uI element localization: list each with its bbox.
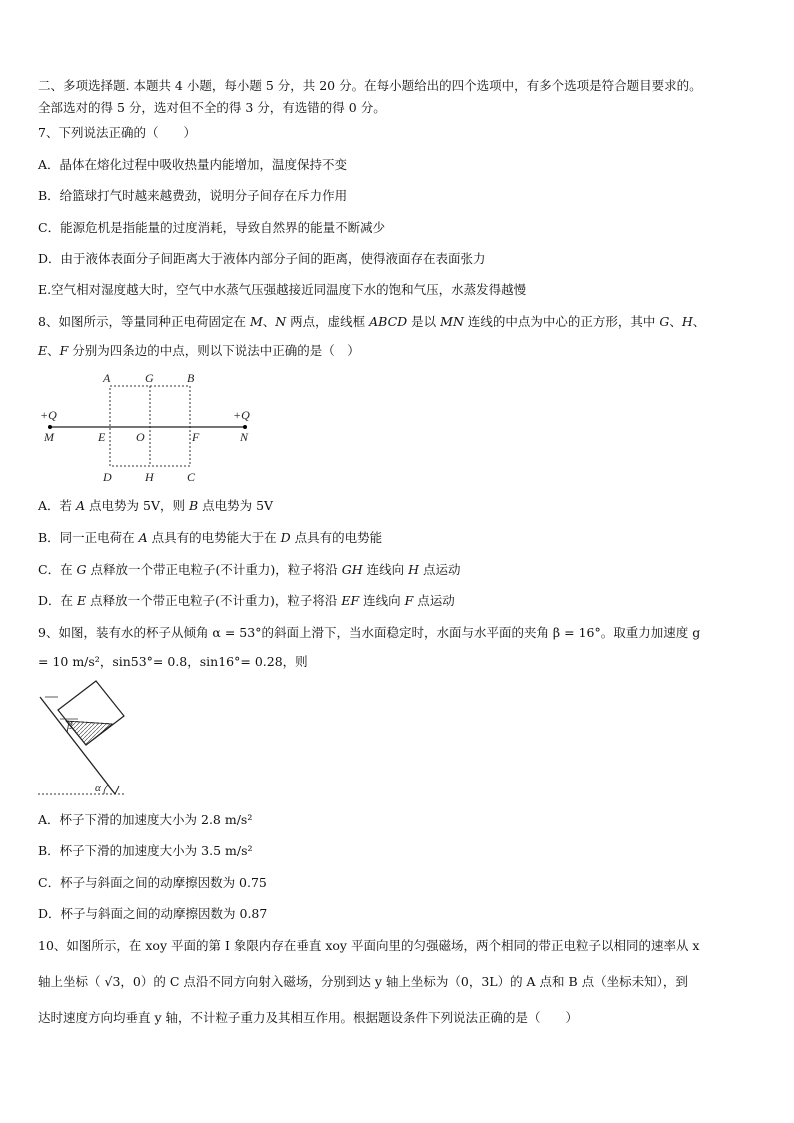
q8-option-a: A．若 A 点电势为 5V，则 B 点电势为 5V	[38, 498, 274, 513]
q10-line-3: 达时速度方向均垂直 y 轴，不计粒子重力及其相互作用。根据题设条件下列说法正确的是（ ）	[38, 1010, 579, 1025]
q8-option-c: C．在 G 点释放一个带正电粒子(不计重力)，粒子将沿 GH 连线向 H 点运动	[38, 562, 461, 577]
q10-line-1: 10、如图所示，在 xoy 平面的第 I 象限内存在垂直 xoy 平面向里的匀强磁场，两个相同的带正电粒子以相同的速率从 x	[38, 938, 700, 953]
q7-option-c: C．能源危机是指能量的过度消耗，导致自然界的能量不断减少	[38, 220, 386, 235]
section-header-line-1: 二、多项选择题. 本题共 4 小题，每小题 5 分，共 20 分。在每小题给出的四个选项中，有多个选项是符合题目要求的。	[38, 78, 702, 93]
label-a: A	[103, 371, 111, 385]
label-h: H	[145, 470, 154, 484]
q9-stem-line-1: 9、如图，装有水的杯子从倾角 α = 53°的斜面上滑下，当水面稳定时，水面与水平面的夹角 β = 16°。取重力加速度 g	[38, 625, 701, 640]
alpha-arc	[104, 785, 108, 794]
q7-option-e: E.空气相对湿度越大时，空气中水蒸气压强越接近同温度下水的饱和气压，水蒸发得越慢	[38, 282, 527, 297]
q9-incline-figure	[0, 670, 160, 800]
q9-option-d: D．杯子与斜面之间的动摩擦因数为 0.87	[38, 906, 268, 921]
q7-option-b: B．给篮球打气时越来越费劲，说明分子间存在斥力作用	[38, 188, 348, 203]
q8-stem-line-1: 8、如图所示，等量同种正电荷固定在 M、N 两点，虚线框 ABCD 是以 MN 连线的中点为中心的正方形，其中 G、H、	[38, 314, 706, 329]
q9-option-b: B．杯子下滑的加速度大小为 3.5 m/s²	[38, 843, 253, 858]
label-q-right: +Q	[233, 408, 250, 422]
q7-stem: 7、下列说法正确的（ ）	[38, 125, 196, 140]
q7-option-a: A．晶体在熔化过程中吸收热量内能增加，温度保持不变	[38, 157, 348, 172]
label-b: B	[187, 371, 195, 385]
label-n: N	[240, 430, 249, 444]
q9-stem-line-2: = 10 m/s²，sin53°= 0.8，sin16°= 0.28，则	[38, 654, 308, 669]
q7-option-d: D．由于液体表面分子间距离大于液体内部分子间的距离，使得液面存在表面张力	[38, 251, 486, 266]
beta-label: β	[67, 720, 73, 732]
label-m: M	[44, 430, 54, 444]
water-region	[66, 721, 112, 745]
label-c: C	[187, 470, 196, 484]
label-f: F	[192, 430, 200, 444]
q8-stem-line-2: E、F 分别为四条边的中点，则以下说法中正确的是（ ）	[38, 343, 360, 358]
q8-option-b: B．同一正电荷在 A 点具有的电势能大于在 D 点具有的电势能	[38, 530, 383, 545]
section-header-line-2: 全部选对的得 5 分，选对但不全的得 3 分，有选错的得 0 分。	[38, 100, 386, 115]
q9-option-a: A．杯子下滑的加速度大小为 2.8 m/s²	[38, 812, 253, 827]
charge-m	[48, 425, 52, 429]
alpha-label: α	[95, 782, 101, 794]
incline-hatch-mark	[115, 786, 119, 794]
label-o: O	[136, 430, 145, 444]
label-g: G	[145, 371, 154, 385]
label-d: D	[103, 470, 112, 484]
q8-charge-figure	[0, 0, 794, 500]
charge-n	[243, 425, 247, 429]
label-q-left: +Q	[40, 408, 57, 422]
q10-line-2: 轴上坐标（ √3，0）的 C 点沿不同方向射入磁场，分别到达 y 轴上坐标为（0，3L）的 A 点和 B 点（坐标未知），到	[38, 974, 688, 989]
q8-option-d: D．在 E 点释放一个带正电粒子(不计重力)，粒子将沿 EF 连线向 F 点运动	[38, 593, 455, 608]
label-e: E	[98, 430, 106, 444]
q9-option-c: C．杯子与斜面之间的动摩擦因数为 0.75	[38, 875, 267, 890]
